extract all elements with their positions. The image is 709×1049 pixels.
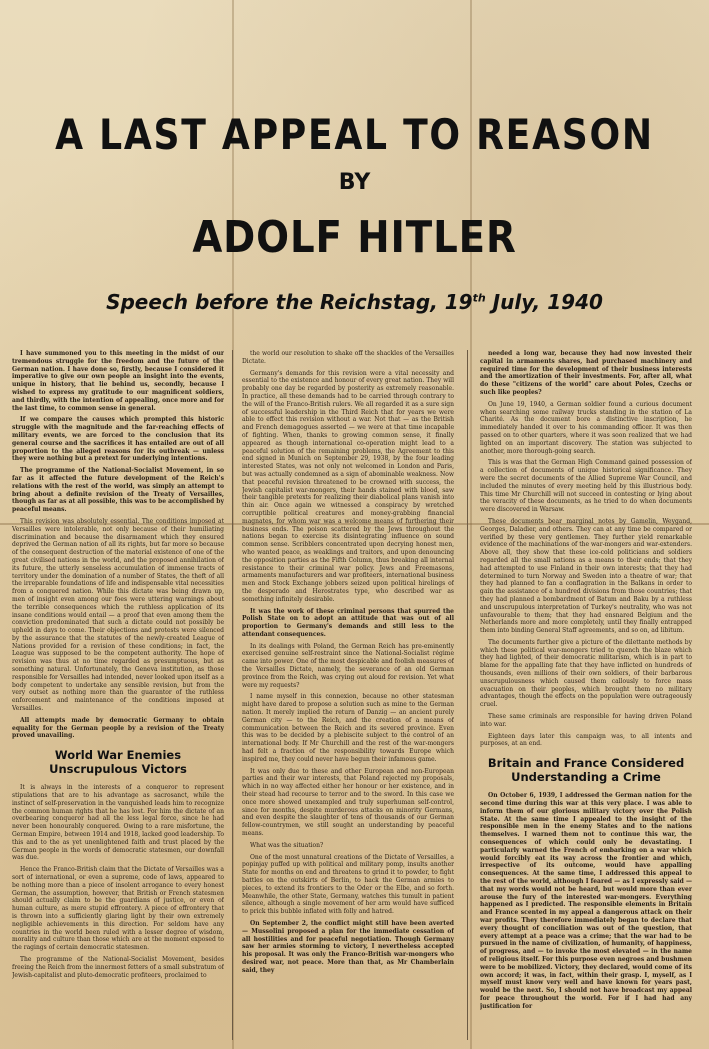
speech-subtitle	[0, 290, 709, 314]
article-paragraph: All attempts made by democratic Germany to obtain equality for the German people by a revision of the Treaty proved unavailing.	[12, 716, 224, 740]
section-heading: World War Enemies Unscrupulous Victors	[49, 748, 187, 777]
text-column-left	[12, 350, 224, 1040]
article-paragraph: the world our resolution to shake off the shackles of the Versailles Dictate.	[242, 350, 454, 365]
article-paragraph: On October 6, 1939, I addressed the German nation for the second time during this war at this very place. I was able to inform them of our glorious military victory over the Polish State. At the same time I appealed to the insight of the responsible men in the enemy States and to the nations themselves. I warned them not to continue this war, the consequences of which could only be devastating. I particularly warned the French of embarking on a war which would forcibly eat its way across the frontier and which, irrespective of its outcome, would have appalling consequences. At the same time, I addressed this appeal to the rest of the world, although I feared — as I expressly said — that my words would not be heard, but would more than ever arouse the fury of the interested war-mongers. Everything happened as I predicted. The responsible elements in Britain and France scented in my appeal a dangerous attack on their war profits. They therefore immediately began to declare that every thought of conciliation was out of the question, that every attempt at a peace was a crime; that the war had to be pursued in the name of civilization, of humanity, of happiness, of progress, and — to invoke the most elevated — in the name of religious itself. For this purpose even negroes and bushmen were to be mobilized. Victory, they declared, would come of its own accord; it was, in fact, within their grasp. I, myself, as I myself must know very well and have known for years past, would be the next. So, I should not have broadcast my appeal for peace throughout the world. For if I had had any justification for	[480, 792, 692, 1010]
text-column-middle	[242, 350, 454, 1040]
article-paragraph: It was the work of these criminal persons that spurred the Polish State on to adopt an attitude that was out of all proportion to Germany's demands and still less to the attendant consequences.	[242, 607, 454, 638]
article-paragraph: These documents bear marginal notes by Gamelin, Weygand, Georges, Daladier, and others. They can at any time be compared or verified by these very gentlemen. They further yield remarkable evidence of the machinations of the war-mongers and war-extenders. Above all, they show that these ice-cold politicians and soldiers regarded all the small nations as a means to their ends; that they had attempted to use Finland in their own interests; that they had determined to turn Norway and Sweden into a theatre of war; that they had planned to fan a conflagration in the Balkans in order to gain the assistance of a hundred divisions from those countries; that they had planned a bombardment of Batum and Baku by a ruthless and unscrupulous interpretation of Turkey's neutrality, who was not unfavourable to them; that they had ensnared Belgium and the Netherlands more and more completely, until they finally entrapped them into binding General Staff agreements, and so on, ad libitum.	[480, 517, 692, 635]
article-paragraph: This revision was absolutely essential. The conditions imposed at Versailles were intolerable, not only because of their humiliating discrimination and because the disarmament which they ensured deprived the German nation of all its rights, but far more so because of the consequent destruction of the material existence of one of the great civilised nations in the world, and the proposed annihilation of its future, the utterly senseless accumulation of immense tracts of territory under the domination of a number of States, the theft of all the irreparable foundations of life and indispensable vital necessities from a conquered nation. While this dictate was being drawn up, men of insight even among our foes were uttering warnings about the terrible consequences which the ruthless application of its insane conditions would entail — a proof that even among them the conviction predominated that such a dictate could not possibly be upheld in days to come. Their objections and protests were silenced by the assurance that the statutes of the newly-created League of Nations provided for a revision of these conditions; in fact, the League was supposed to be the competent authority. The hope of revision was thus at no time regarded as presumptuous, but as something natural. Unfortunately, the Geneva institution, as those responsible for Versailles had intended, never looked upon itself as a body competent to undertake any sensible revision, but from the very outset as nothing more than the guarantor of the ruthless enforcement and maintenance of the conditions imposed at Versailles.	[12, 517, 224, 713]
article-paragraph: I have summoned you to this meeting in the midst of our tremendous struggle for the freedom and the future of the German nation. I have done so, firstly, because I considered it imperative to give our own people an insight into the events, unique in history, that lie behind us, secondly, because I wished to express my gratitude to our magnificent soldiers, and thirdly, with the intention of appealing, once more and for the last time, to common sense in general.	[12, 350, 224, 412]
article-paragraph: I name myself in this connexion, because no other statesman might have dared to propose a solution such as mine to the German nation. It merely implied the return of Danzig — an ancient purely German city — to the Reich, and the creation of a means of communication between the Reich and its severed province. Even this was to be decided by a plebiscite subject to the control of an international body. If Mr Churchill and the rest of the war-mongers had felt a fraction of the responsibility towards Europe which inspired me, they could never have begun their infamous game.	[242, 693, 454, 763]
text-column-right	[480, 350, 692, 1040]
subtitle-main: Speech before the Reichstag, 19	[106, 290, 473, 314]
article-paragraph: In its dealings with Poland, the German Reich has pre-eminently exercised genuine self-restraint since the National-Socialist régime came into power. One of the most despicable and foolish measures of the Versailles Dictate, namely, the severance of an old German province from the Reich, was crying out aloud for revision. Yet what were my requests?	[242, 642, 454, 689]
article-paragraph: These same criminals are responsible for having driven Poland into war.	[480, 713, 692, 728]
column-divider	[467, 350, 468, 1040]
article-paragraph: The documents further give a picture of the dilettante methods by which these political war-mongers tried to quench the blaze which they had lighted, of their democratic militarism, which is in part to blame for the appalling fate that they have inflicted on hundreds of thousands, even millions of their own soldiers, of their barbarous unscrupulousness which caused them callously to force mass evacuation on their peoples, which brought them no military advantages, though the effects on the population were outrageously cruel.	[480, 638, 692, 709]
article-paragraph: It is always in the interests of a conqueror to represent stipulations that are to his advantage as sacrosanct, while the instinct of self-preservation in the vanquished leads him to recognize the common human rights that he has lost. For him the dictate of an overbearing conqueror had all the less legal force, since he had never been honourably conquered. Owing to a rare misfortune, the German Empire, between 1914 and 1918, lacked good leadership. To this and to the as yet unenlightened faith and trust placed by the German people in the words of democratic statesmen, our downfall was due.	[12, 784, 224, 862]
poster-title: A LAST APPEAL TO REASON	[55, 110, 654, 159]
article-paragraph: One of the most unnatural creations of the Dictate of Versailles, a popinjay puffed up with political and military pomp, insults another State for months on end and threatens to grind it to powder, to fight battles on the outskirts of Berlin, to hack the German armies to pieces, to extend its frontiers to the Oder or the Elbe, and so forth. Meanwhile, the other State, Germany, watches this tumult in patient silence, although a single movement of her arm would have sufficed to prick this bubble inflated with folly and hatred.	[242, 853, 454, 916]
column-divider	[232, 350, 233, 1040]
article-paragraph: On September 2, the conflict might still have been averted — Mussolini proposed a plan for the immediate cessation of all hostilities and for peaceful negotiation. Though Germany saw her armies storming to victory, I nevertheless accepted his proposal. It was only the Franco-British war-mongers who desired war, not peace. More than that, as Mr Chamberlain said, they	[242, 919, 454, 974]
article-paragraph: This is was that the German High Command gained possession of a collection of documents of unique historical significance. They were the secret documents of the Allied Supreme War Council, and included the minutes of every meeting held by this illustrious body. This time Mr Churchill will not succeed in contesting or lying about the veracity of these documents, as he tried to do when documents were discovered in Warsaw.	[480, 459, 692, 514]
article-paragraph: It was only due to these and other European and non-European parties and their war interests, that Poland rejected my proposals, which in no way affected either her honour or her existence, and in their stead had recourse to terror and to the sword. In this case we once more showed unexampled and truly superhuman self-control, since for months, despite murderous attacks on minority Germans, and even despite the slaughter of tens of thousands of our German fellow-countrymen, we still sought an understanding by peaceful means.	[242, 767, 454, 838]
article-paragraph: Eighteen days later this campaign was, to all intents and purposes, at an end.	[480, 732, 692, 748]
article-paragraph: needed a long war, because they had now invested their capital in armaments shares, had purchased machinery and required time for the development of their business interests and the amortization of their investments. For, after all, what do these "citizens of the world" care about Poles, Czechs or such like peoples?	[480, 350, 692, 396]
article-paragraph: Hence the Franco-British claim that the Dictate of Versailles was a sort of international, or even a supreme, code of laws, appeared to be nothing more than a piece of insolent arrogance to every honest German, the assumption, however, that British or French statesmen should actually claim to be the guardians of justice, or even of human culture, as mere stupid effrontery. A piece of effrontery that is thrown into a sufficiently glaring light by their own extremely negligible achievements in this direction. For seldom have any countries in the world been ruled with a lesser degree of wisdom, morality and culture than those which are at the moment exposed to the ragings of certain democratic statesmen.	[12, 866, 224, 952]
byline-label: BY	[338, 170, 371, 195]
article-paragraph: On June 19, 1940, a German soldier found a curious document when searching some railway trucks standing in the station of La Charité. As the document bore a distinctive inscription, he immediately handed it over to his commanding officer. It was then passed on to other quarters, where it was soon realized that we had lighted on an important discovery. The station was subjected to another, more thorough-going search.	[480, 400, 692, 455]
article-paragraph: What was the situation?	[250, 841, 324, 849]
subtitle-tail: July, 1940	[485, 290, 603, 314]
article-paragraph: The programme of the National-Socialist Movement, besides freeing the Reich from the innermost fetters of a small substratum of Jewish-capitalist and pluto-democratic profiteers, proclaimed to	[12, 955, 224, 979]
article-paragraph: The programme of the National-Socialist Movement, in so far as it affected the future development of the Reich's relations with the rest of the world, was simply an attempt to bring about a definite revision of the Treaty of Versailles, though as far as at all possible, this was to be accomplished by peaceful means.	[12, 467, 224, 514]
article-paragraph: Germany's demands for this revision were a vital necessity and essential to the existence and honour of every great nation. They will probably one day be regarded by posterity as extremely reasonable. In practice, all these demands had to be carried through contrary to the will of the Franco-British rulers. We all regarded it as a sure sign of successful leadership in the Third Reich that for years we were able to effect this revision without a war. Not that — as the British and French demagogues asserted — we were at that time incapable of fighting. When, thanks to growing common sense, it finally appeared as though international co-operation might lead to a peaceful solution of the remaining problems, the Agreement to this end signed in Munich on September 29, 1938, by the four leading interested States, was not only not welcomed in London and Paris, but was actually condemned as a sign of abominable weakness. Now that peaceful revision threatened to be crowned with success, the Jewish capitalist war-mongers, their hands stained with blood, saw their tangible pretexts for realizing their diabolical plans vanish into thin air. Once again we witnessed a conspiracy by wretched corruptible political creatures and money-grabbing financial magnates, for whom war was a welcome means of furthering their business ends. The poison scattered by the Jews throughout the nations began to exercise its disintegrating influence on sound common sense. Scribblers concentrated upon decrying honest men, who wanted peace, as weaklings and traitors, and upon denouncing the opposition parties as the Fifth Column, thus breaking all internal resistance to their criminal war policy. Jews and Freemasons, armaments manufacturers and war profiteers, international business men and Stock Exchange jobbers seized upon political hirelings of the desperado and Herostrates type, who described war as something infinitely desirable.	[242, 369, 454, 603]
article-paragraph: If we compare the causes which prompted this historic struggle with the magnitude and the far-reaching effects of military events, we are forced to the conclusion that its general course and the sacrifices it has entailed are out of all proportion to the alleged reasons for its outbreak — unless they were nothing but a pretext for underlying intentions.	[12, 416, 224, 463]
subtitle-ordinal: th	[472, 291, 486, 305]
author-name: ADOLF HITLER	[192, 212, 517, 263]
section-heading: Britain and France Considered Understanding a Crime	[487, 756, 685, 785]
